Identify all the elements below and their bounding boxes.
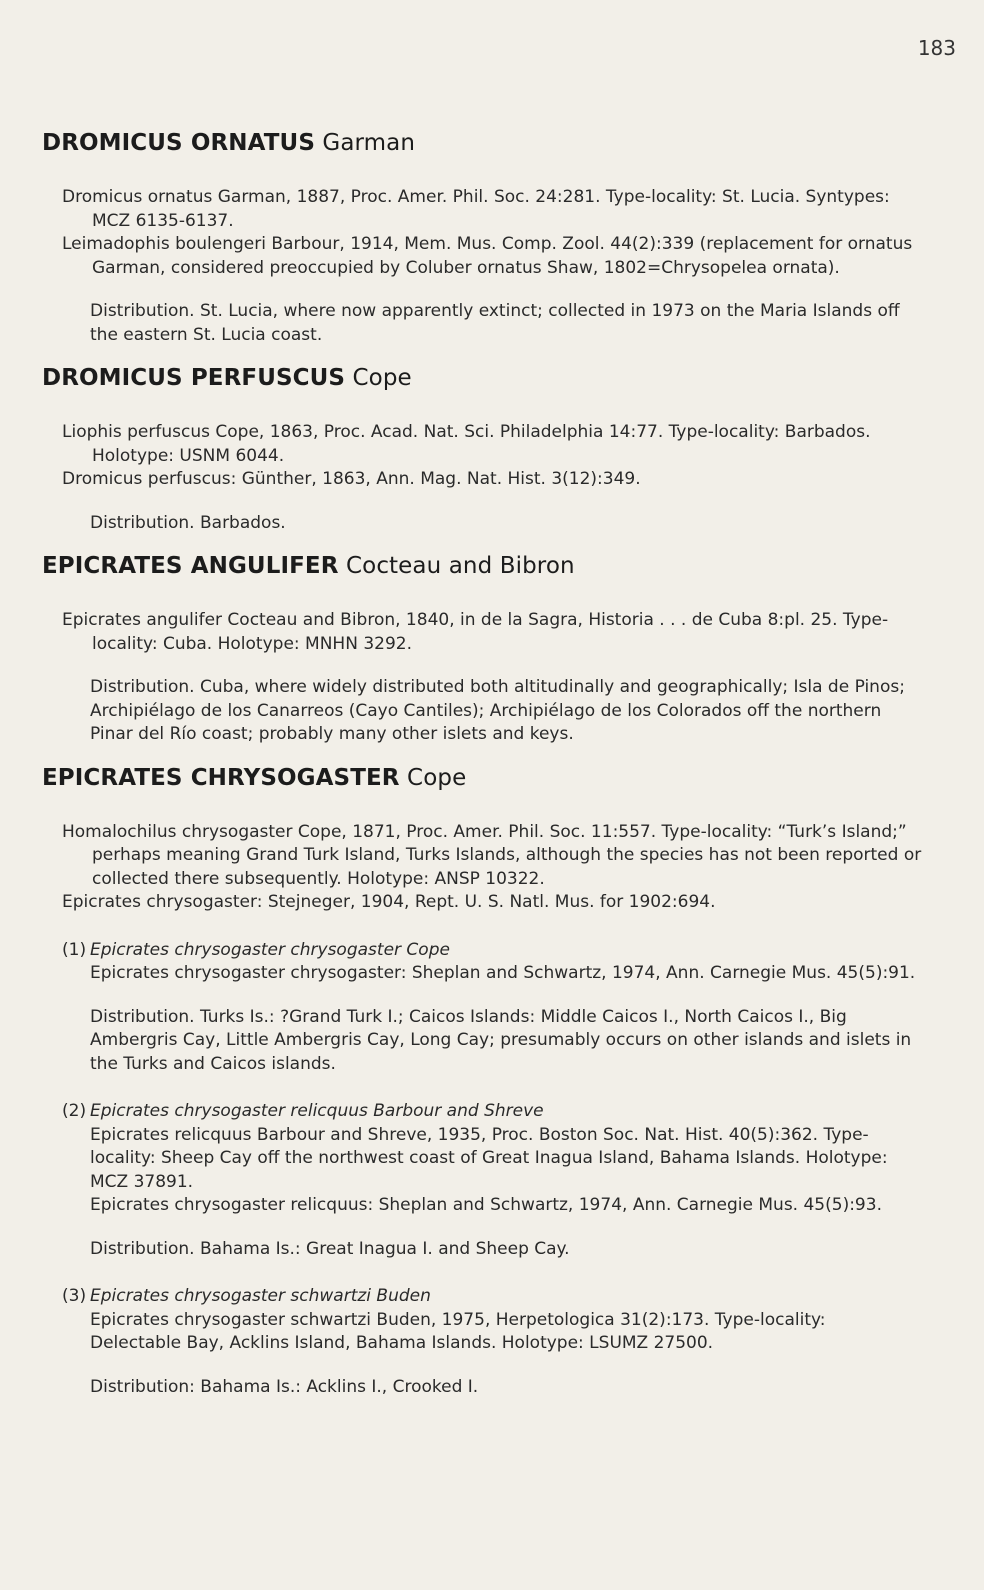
species-section [42, 765, 922, 1400]
species-name: EPICRATES ANGULIFER [42, 553, 339, 579]
subspecies-entry [62, 939, 922, 1077]
species-name: EPICRATES CHRYSOGASTER [42, 764, 400, 791]
species-author: Garman [322, 130, 416, 156]
species-author: Cope [352, 365, 412, 391]
synonym-entry: Dromicus perfuscus: Günther, 1863, Ann. Mag. Nat. Hist. 3(12):349. [62, 469, 641, 489]
species-heading [42, 130, 922, 156]
subspecies-line: Epicrates chrysogaster relicquus: Sheplan and Schwartz, 1974, Ann. Carnegie Mus. 45(5):93. [90, 1195, 882, 1215]
species-section [42, 130, 922, 347]
synonym-entry: Homalochilus chrysogaster Cope, 1871, Proc. Amer. Phil. Soc. 11:557. Type-locality: “Turk’s Island;” perhaps meaning Grand Turk Island, Turks Islands, although the species has not been reported or collected there subsequently. Holotype: ANSP 10322. [62, 821, 922, 889]
species-heading [42, 553, 922, 579]
synonym-entry: Epicrates angulifer Cocteau and Bibron, 1840, in de la Sagra, Historia . . . de Cuba 8:pl. 25. Type-locality: Cuba. Holotype: MNHN 3292. [62, 610, 889, 654]
species-author: Cocteau and Bibron [345, 553, 575, 579]
subspecies-entry [62, 1100, 922, 1261]
subspecies-line: Epicrates chrysogaster chrysogaster: Sheplan and Schwartz, 1974, Ann. Carnegie Mus. 45(5):91. [90, 963, 916, 983]
page-number: 183 [917, 36, 956, 60]
species-heading [42, 765, 922, 791]
synonym-entry: Dromicus ornatus Garman, 1887, Proc. Amer. Phil. Soc. 24:281. Type-locality: St. Lucia. Syntypes: MCZ 6135-6137. [62, 187, 890, 231]
subspecies-number: (3) [62, 1286, 87, 1306]
subspecies-number: (2) [62, 1101, 87, 1121]
synonym-entry: Leimadophis boulengeri Barbour, 1914, Mem. Mus. Comp. Zool. 44(2):339 (replacement for ornatus Garman, considered preoccupied by Coluber ornatus Shaw, 1802=Chrysopelea ornata). [62, 234, 913, 278]
species-section [42, 553, 922, 747]
species-author: Cope [407, 764, 467, 791]
subspecies-title: Epicrates chrysogaster schwartzi Buden [90, 1286, 431, 1306]
distribution-text: Distribution. Turks Is.: ?Grand Turk I.; Caicos Islands: Middle Caicos I., North Caicos I., Big Ambergris Cay, Little Ambergris Cay, Long Cay; presumably occurs on other islands and islets in the Turks and Caicos islands. [90, 1006, 912, 1074]
subspecies-number: (1) [62, 939, 87, 960]
synonym-entry: Epicrates chrysogaster: Stejneger, 1904, Rept. U. S. Natl. Mus. for 1902:694. [62, 892, 716, 912]
subspecies-title: Epicrates chrysogaster relicquus Barbour and Shreve [90, 1101, 544, 1121]
subspecies-line: Epicrates relicquus Barbour and Shreve, 1935, Proc. Boston Soc. Nat. Hist. 40(5):362. Type-locality: Sheep Cay off the northwest coast of Great Inagua Island, Bahama Islands. Holotype: MCZ 37891. [90, 1124, 888, 1192]
page-content [42, 130, 922, 1413]
distribution-text: Distribution. Barbados. [90, 512, 286, 533]
subspecies-title: Epicrates chrysogaster chrysogaster Cope [90, 939, 450, 960]
species-section [42, 365, 922, 535]
distribution-text: Distribution: Bahama Is.: Acklins I., Crooked I. [90, 1376, 479, 1397]
distribution-text: Distribution. St. Lucia, where now apparently extinct; collected in 1973 on the Maria Islands off the eastern St. Lucia coast. [90, 301, 900, 345]
distribution-text: Distribution. Cuba, where widely distributed both altitudinally and geographically; Isla de Pinos; Archipiélago de los Canarreos (Cayo Cantiles); Archipiélago de los Colorados off the northern Pinar del Río coast; probably many other islets and keys. [90, 677, 905, 744]
synonym-entry: Liophis perfuscus Cope, 1863, Proc. Acad. Nat. Sci. Philadelphia 14:77. Type-locality: Barbados. Holotype: USNM 6044. [62, 422, 871, 466]
species-name: DROMICUS ORNATUS [42, 130, 315, 156]
subspecies-entry [62, 1285, 922, 1399]
species-name: DROMICUS PERFUSCUS [42, 365, 346, 391]
subspecies-line: Epicrates chrysogaster schwartzi Buden, 1975, Herpetologica 31(2):173. Type-locality: Delectable Bay, Acklins Island, Bahama Islands. Holotype: LSUMZ 27500. [90, 1309, 826, 1353]
distribution-text: Distribution. Bahama Is.: Great Inagua I. and Sheep Cay. [90, 1238, 570, 1259]
species-heading [42, 365, 922, 391]
